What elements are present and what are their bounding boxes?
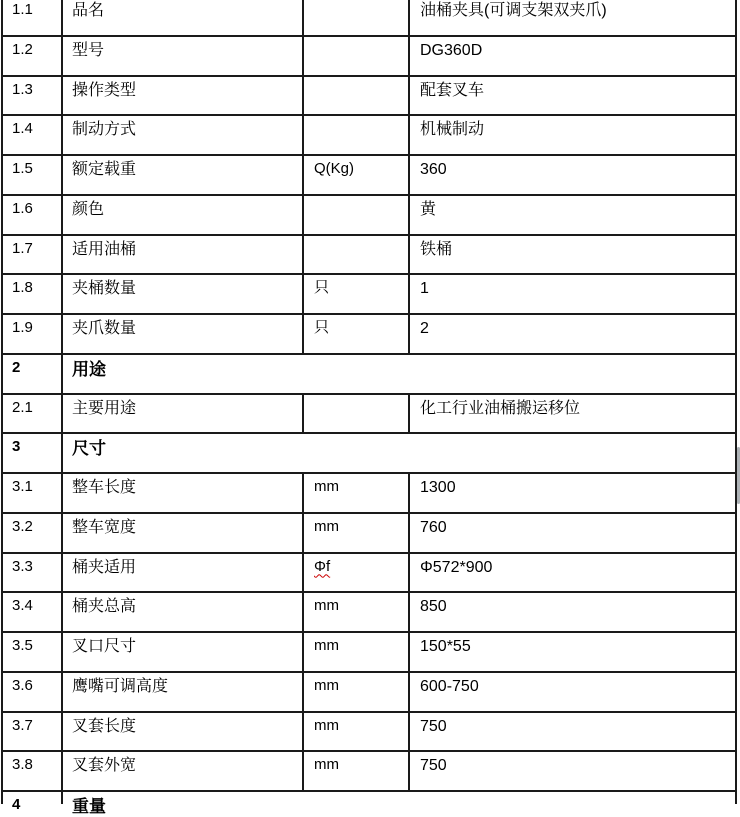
row-number-cell: 1.8 [3, 275, 63, 313]
spec-value-cell: 铁桶 [410, 236, 737, 274]
section-title-cell: 用途 [63, 355, 737, 393]
row-number-cell: 1.1 [3, 0, 63, 35]
section-number-cell: 4 [3, 792, 63, 804]
spec-value-cell: 油桶夹具(可调支架双夹爪) [410, 0, 737, 35]
spec-unit-cell [304, 315, 410, 353]
section-number-cell: 3 [3, 434, 63, 472]
spec-label-cell: 叉套外宽 [63, 752, 304, 790]
spec-value-cell: 2 [410, 315, 737, 353]
row-number-cell: 1.2 [3, 37, 63, 75]
spec-value-cell: 600-750 [410, 673, 737, 711]
table-row [3, 474, 737, 514]
spec-label-cell: 桶夹总高 [63, 593, 304, 631]
row-number-cell: 1.4 [3, 116, 63, 154]
spec-unit-text: mm [314, 597, 339, 615]
spec-unit-cell [304, 395, 410, 433]
spec-label-cell: 主要用途 [63, 395, 304, 433]
spec-value-cell: Φ572*900 [410, 554, 737, 592]
row-number-cell: 3.6 [3, 673, 63, 711]
spec-label-cell: 桶夹适用 [63, 554, 304, 592]
spec-label-cell: 整车长度 [63, 474, 304, 512]
spec-label-cell: 品名 [63, 0, 304, 35]
spec-table [1, 0, 737, 816]
spec-value-cell: 750 [410, 752, 737, 790]
spec-value-cell: 1300 [410, 474, 737, 512]
spec-label-cell: 夹爪数量 [63, 315, 304, 353]
row-number-cell: 1.9 [3, 315, 63, 353]
row-number-cell: 1.3 [3, 77, 63, 115]
spec-unit-text: 只 [314, 279, 330, 297]
row-number-cell: 1.5 [3, 156, 63, 194]
section-title-cell: 重量 [63, 792, 737, 804]
spec-value-cell: 850 [410, 593, 737, 631]
row-number-cell: 3.7 [3, 713, 63, 751]
spec-unit-cell [304, 752, 410, 790]
table-row [3, 236, 737, 276]
spec-unit-cell [304, 0, 410, 35]
table-row [3, 116, 737, 156]
spec-label-cell: 适用油桶 [63, 236, 304, 274]
table-row [3, 37, 737, 77]
spec-unit-text: mm [314, 517, 339, 535]
spec-label-cell: 型号 [63, 37, 304, 75]
table-row [3, 196, 737, 236]
spec-value-cell: 化工行业油桶搬运移位 [410, 395, 737, 433]
row-number-cell: 2.1 [3, 395, 63, 433]
table-row [3, 275, 737, 315]
spec-unit-cell [304, 633, 410, 671]
spec-unit-text: Φf [314, 557, 331, 575]
spec-unit-cell [304, 236, 410, 274]
spec-unit-cell [304, 116, 410, 154]
table-row [3, 315, 737, 355]
section-title-cell: 尺寸 [63, 434, 737, 472]
row-number-cell: 3.4 [3, 593, 63, 631]
spec-value-cell: DG360D [410, 37, 737, 75]
row-number-cell: 3.3 [3, 554, 63, 592]
spec-label-cell: 颜色 [63, 196, 304, 234]
row-number-cell: 3.8 [3, 752, 63, 790]
table-row [3, 554, 737, 594]
spec-unit-cell [304, 196, 410, 234]
spec-label-cell: 制动方式 [63, 116, 304, 154]
spec-value-cell: 150*55 [410, 633, 737, 671]
spec-unit-cell [304, 474, 410, 512]
spec-unit-text: mm [314, 756, 339, 774]
spec-label-cell: 夹桶数量 [63, 275, 304, 313]
spec-label-cell: 叉套长度 [63, 713, 304, 751]
spec-unit-text: mm [314, 637, 339, 654]
section-header-row [3, 355, 737, 395]
row-number-cell: 3.2 [3, 514, 63, 552]
spec-unit-cell [304, 713, 410, 751]
table-row [3, 514, 737, 554]
section-header-row [3, 434, 737, 474]
spec-unit-cell [304, 275, 410, 313]
spec-unit-cell [304, 673, 410, 711]
spec-label-cell: 叉口尺寸 [63, 633, 304, 671]
row-number-cell: 3.5 [3, 633, 63, 671]
spec-value-cell: 机械制动 [410, 116, 737, 154]
table-row [3, 713, 737, 753]
section-number-cell: 2 [3, 355, 63, 393]
table-row [3, 395, 737, 435]
spec-unit-cell [304, 593, 410, 631]
spec-value-cell: 360 [410, 156, 737, 194]
table-row [3, 752, 737, 792]
spec-unit-cell [304, 554, 410, 592]
spec-unit-text: mm [314, 478, 339, 495]
spec-value-cell: 配套叉车 [410, 77, 737, 115]
spec-label-cell: 鹰嘴可调高度 [63, 673, 304, 711]
table-row [3, 593, 737, 633]
table-row [3, 673, 737, 713]
table-row [3, 156, 737, 196]
spec-unit-text: mm [314, 716, 339, 734]
spec-unit-cell [304, 156, 410, 194]
spec-unit-cell [304, 77, 410, 115]
spec-unit-text: Q(Kg) [314, 160, 355, 177]
spec-unit-text: 只 [314, 319, 330, 336]
spec-value-cell: 760 [410, 514, 737, 552]
section-header-row [3, 792, 737, 816]
row-number-cell: 1.6 [3, 196, 63, 234]
spec-unit-cell [304, 37, 410, 75]
row-number-cell: 1.7 [3, 236, 63, 274]
table-row [3, 633, 737, 673]
spec-value-cell: 1 [410, 275, 737, 313]
table-row [3, 77, 737, 117]
spec-unit-text: mm [314, 676, 339, 694]
spec-label-cell: 额定载重 [63, 156, 304, 194]
table-row [3, 0, 737, 37]
row-number-cell: 3.1 [3, 474, 63, 512]
spec-value-cell: 黄 [410, 196, 737, 234]
spec-unit-cell [304, 514, 410, 552]
spec-label-cell: 操作类型 [63, 77, 304, 115]
spec-label-cell: 整车宽度 [63, 514, 304, 552]
spec-value-cell: 750 [410, 713, 737, 751]
